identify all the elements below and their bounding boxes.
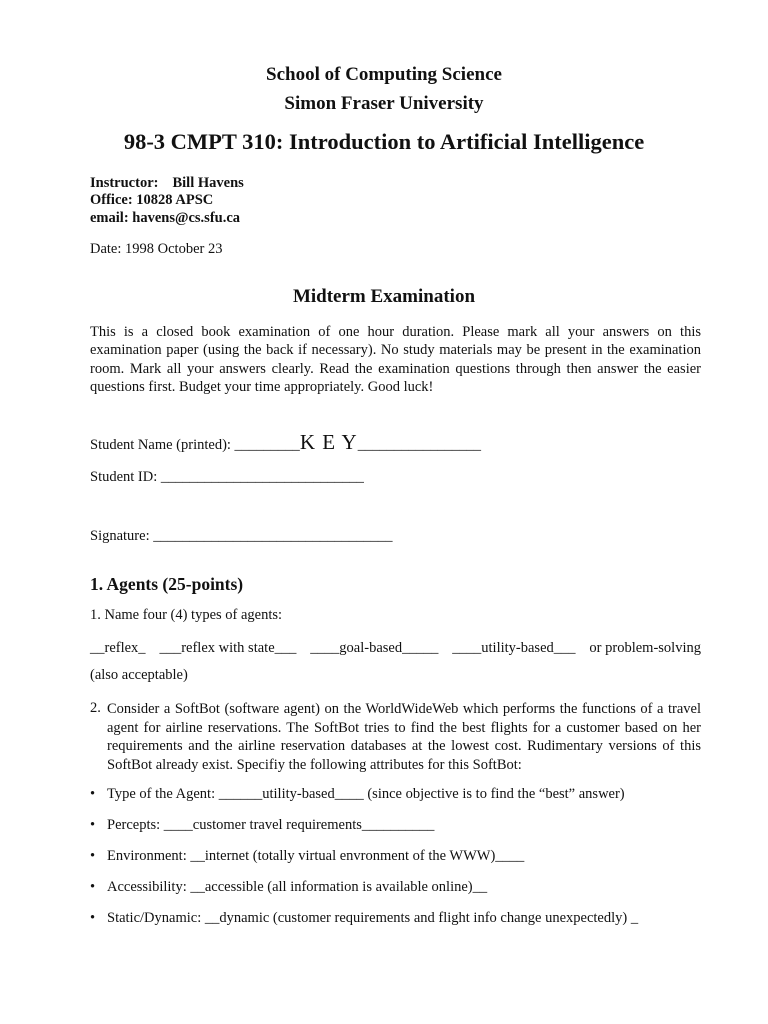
email-line: email: havens@cs.sfu.ca — [90, 210, 241, 226]
signature-line: Signature: _________________________________ — [90, 528, 393, 544]
list-item-text: Type of the Agent: ______utility-based____ (since objective is to find the “best” answer) — [107, 786, 625, 802]
student-name-label: Student Name (printed): _________ — [90, 437, 300, 453]
answer-item: ____goal-based_____ — [310, 640, 439, 656]
list-item — [90, 910, 638, 927]
answer-item: ____utility-based___ — [452, 640, 576, 656]
student-id-line: Student ID: ____________________________ — [90, 469, 364, 485]
instructor-line — [90, 174, 244, 192]
list-item — [90, 817, 434, 834]
instructor-label: Instructor: — [90, 175, 159, 191]
exam-instructions: This is a closed book examination of one hour duration. Please mark all your answers on this examination paper (using the back if necessary). No study materials may be present in the examination room. Mark all your answers clearly. Read the examination questions through then answer the easier questions first. Budget your time appropriately. Good luck! — [90, 324, 701, 396]
bullet-icon: • — [90, 786, 96, 802]
list-item-text: Static/Dynamic: __dynamic (customer requirements and flight info change unexpectedly) _ — [107, 910, 639, 926]
list-item — [90, 879, 487, 896]
list-item-text: Accessibility: __accessible (all information is available online)__ — [107, 879, 488, 895]
list-item-text: Environment: __internet (totally virtual envronment of the WWW)____ — [107, 848, 525, 864]
course-title: 98-3 CMPT 310: Introduction to Artificial Intelligence — [123, 129, 645, 154]
student-name-line — [90, 430, 481, 454]
list-item-text: Percepts: ____customer travel requirements__________ — [107, 817, 435, 833]
exam-title: Midterm Examination — [292, 286, 476, 307]
university-name: Simon Fraser University — [284, 93, 484, 114]
bullet-icon: • — [90, 817, 96, 833]
question-1: 1. Name four (4) types of agents: — [90, 607, 283, 623]
student-name-trail: _________________ — [357, 437, 481, 453]
student-name-value: K E Y — [299, 430, 358, 454]
also-acceptable-note: (also acceptable) — [90, 667, 188, 683]
question-2: Consider a SoftBot (software agent) on the WorldWideWeb which performs the functions of a travel agent for airline reservations. The SoftBot tries to find the best flights for a customer based on her requirements and the airline reservation databases at the lowest cost. Rudimentary versions of this SoftBot already exist. Specifiy the following attributes for this SoftBot: — [107, 701, 701, 773]
office-line: Office: 10828 APSC — [90, 192, 214, 208]
instructor-name: Bill Havens — [172, 175, 244, 191]
bullet-icon: • — [90, 879, 96, 895]
question-2-number: 2. — [90, 700, 101, 716]
agent-types-answers — [90, 640, 701, 657]
list-item — [90, 848, 524, 865]
list-item — [90, 786, 625, 803]
exam-date: Date: 1998 October 23 — [90, 241, 223, 257]
bullet-icon: • — [90, 848, 96, 864]
answer-item: or problem-solving — [589, 640, 701, 656]
answer-item: __reflex_ — [90, 640, 146, 656]
bullet-icon: • — [90, 910, 96, 926]
school-name: School of Computing Science — [266, 64, 502, 85]
answer-item: ___reflex with state___ — [159, 640, 297, 656]
section-heading: 1. Agents (25-points) — [90, 574, 244, 594]
